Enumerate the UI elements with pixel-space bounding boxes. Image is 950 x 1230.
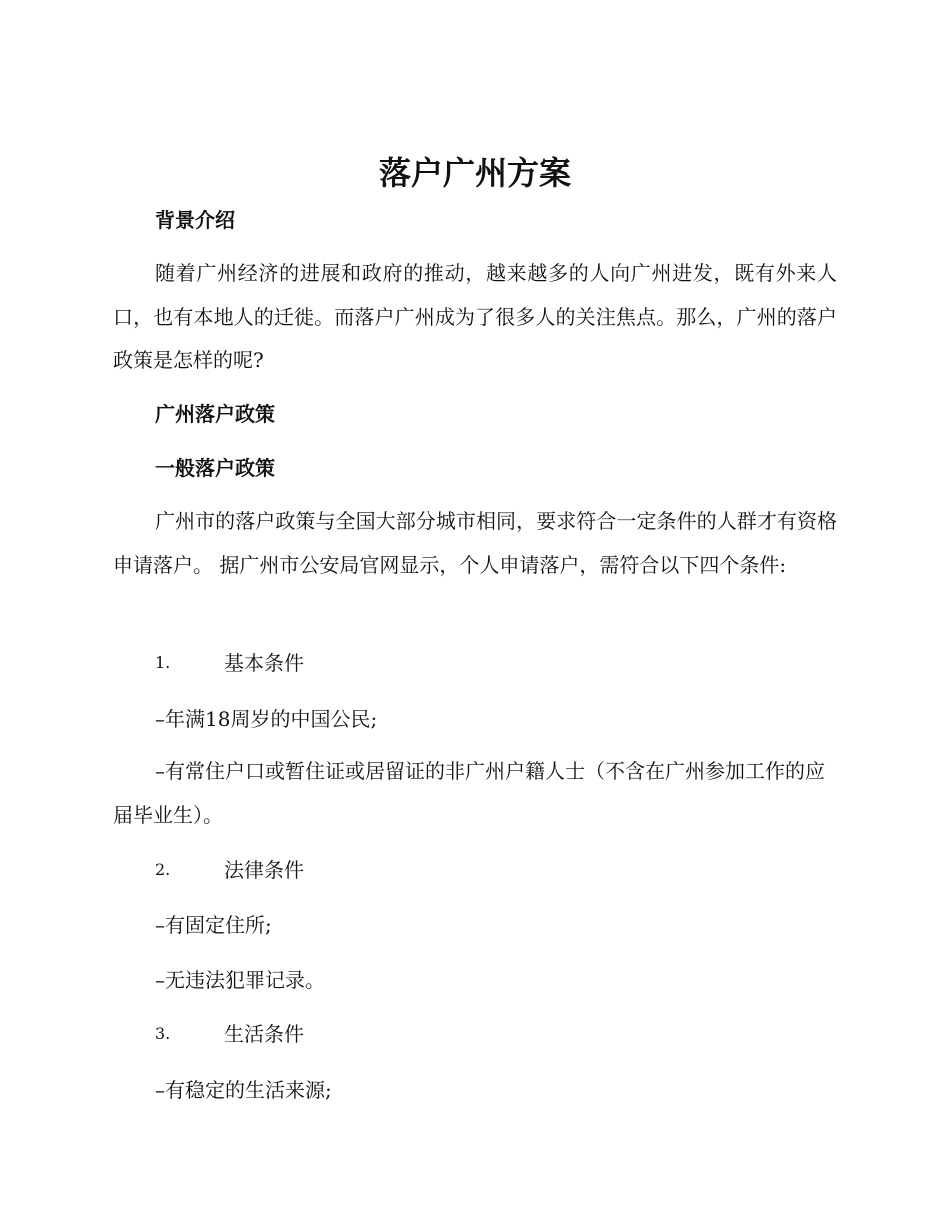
section-heading-policy: 广州落户政策	[155, 402, 275, 426]
condition-label: 基本条件	[224, 651, 304, 675]
condition-number: 1.	[155, 653, 171, 672]
condition-label: 法律条件	[224, 858, 304, 882]
condition-item: –有稳定的生活来源;	[155, 1078, 332, 1102]
document-title: 落户广州方案	[378, 154, 571, 192]
condition-item: –有常住户口或暂住证或居留证的非广州户籍人士（不含在广州参加工作的应届毕业生）。	[113, 759, 825, 827]
condition-item: –年满18周岁的中国公民;	[155, 707, 378, 731]
section-heading-background: 背景介绍	[155, 208, 235, 232]
condition-label: 生活条件	[224, 1022, 304, 1046]
condition-item: –有固定住所;	[155, 913, 272, 937]
condition-item: –无违法犯罪记录。	[155, 968, 325, 992]
background-paragraph: 随着广州经济的进展和政府的推动，越来越多的人向广州进发，既有外来人口，也有本地人的迁徙。而落户广州成为了很多人的关注焦点。那么，广州的落户政策是怎样的呢?	[113, 261, 837, 372]
policy-paragraph: 广州市的落户政策与全国大部分城市相同，要求符合一定条件的人群才有资格申请落户。 据广州市公安局官网显示，个人申请落户，需符合以下四个条件:	[113, 509, 837, 577]
condition-number: 3.	[155, 1024, 171, 1043]
subheading-general-policy: 一般落户政策	[155, 456, 275, 480]
condition-number: 2.	[155, 860, 171, 879]
